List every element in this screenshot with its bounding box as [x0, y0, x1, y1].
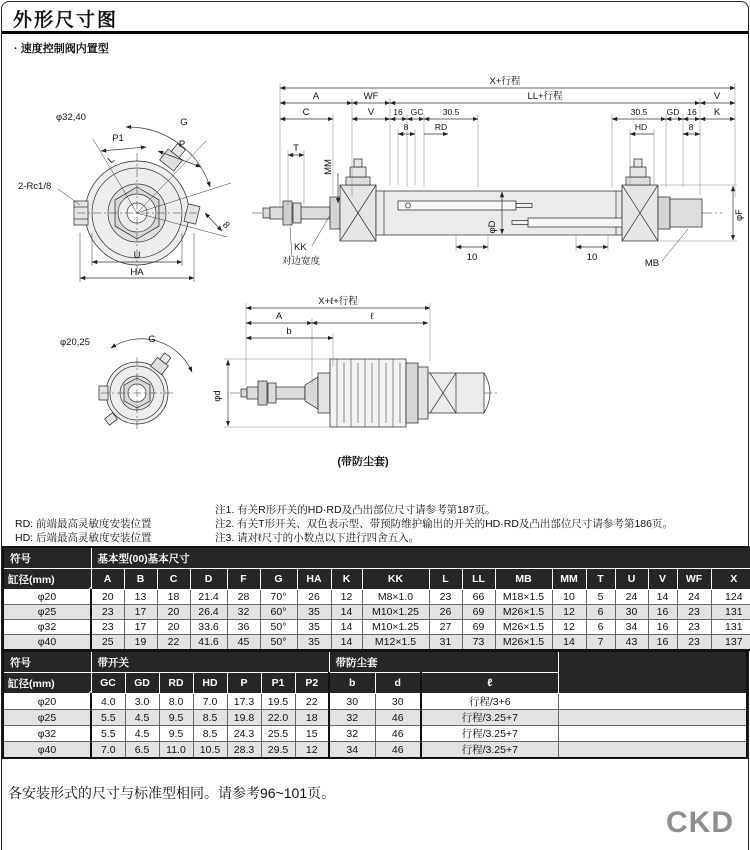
- dim-cell: 46: [375, 726, 421, 742]
- column-header: WF: [677, 569, 711, 590]
- front1-u-label: U: [133, 250, 141, 261]
- dim-cell: 3.0: [125, 694, 159, 710]
- column-header: ℓ: [421, 673, 558, 694]
- column-header: D: [190, 569, 227, 590]
- dim-cell: 22: [157, 635, 190, 651]
- dim-cell: 12: [552, 620, 586, 635]
- switch-dustcover-table: [2, 650, 748, 759]
- note-rd: RD: 前端最高灵敏度安装位置: [15, 518, 152, 530]
- dim-cell: 50°: [260, 635, 297, 651]
- front1-p-label: P: [178, 139, 186, 150]
- dim-cell: 18: [295, 710, 329, 726]
- front2-bore-label: φ20,25: [60, 337, 90, 348]
- dim-cell: 26: [429, 605, 462, 620]
- dim-cell: 8.5: [193, 726, 227, 742]
- dim-cell: 19.5: [261, 694, 295, 710]
- subtitle: · 速度控制阀内置型: [14, 43, 109, 55]
- column-header: HD: [193, 673, 227, 694]
- column-header: C: [157, 569, 190, 590]
- diagonal-divider: [83, 569, 91, 590]
- table-row: [3, 620, 750, 635]
- column-header: GD: [125, 673, 159, 694]
- table-row: [3, 742, 747, 759]
- column-header: GC: [91, 673, 125, 694]
- bore-cell: φ25: [3, 710, 91, 726]
- dim-kk: KK: [294, 242, 307, 253]
- column-header: HA: [297, 569, 331, 590]
- dim-cell: 行程/3.25+7: [421, 726, 558, 742]
- dim-cell: 15: [295, 726, 329, 742]
- front1-ha-label: HA: [130, 267, 144, 278]
- dim-cell: 20: [157, 605, 190, 620]
- dim-cell: M10×1.25: [362, 620, 429, 635]
- dim-cell: 24: [615, 590, 648, 605]
- dim-c: C: [302, 107, 310, 118]
- dim-cell: 16: [648, 605, 677, 620]
- dim-cell: 6.5: [125, 742, 159, 759]
- dim-mb: MB: [644, 258, 660, 269]
- dim-cell: 9.5: [159, 726, 193, 742]
- dim-cell: 12: [295, 742, 329, 759]
- dim-cell: 30: [329, 694, 375, 710]
- dim-cell: 14: [331, 620, 362, 635]
- dim-cell: 60°: [260, 605, 297, 620]
- column-header: P: [227, 673, 261, 694]
- column-header: X: [711, 569, 750, 590]
- dim-v2: V: [367, 107, 375, 118]
- dim-cell: 45: [227, 635, 260, 651]
- dim-cell: 32: [227, 605, 260, 620]
- column-header: L: [429, 569, 462, 590]
- dim-305b: 30.5: [630, 107, 648, 117]
- dim-cell: 22: [295, 694, 329, 710]
- dust-phi-d: φd: [212, 390, 223, 402]
- dim-cell: 19.8: [227, 710, 261, 726]
- column-header: KK: [362, 569, 429, 590]
- dim-cell: 46: [375, 742, 421, 759]
- dim-gc: GC: [410, 107, 424, 117]
- dim-cell: 17: [124, 605, 157, 620]
- dim-cell: 14: [648, 590, 677, 605]
- column-header: LL: [462, 569, 495, 590]
- page-title: 外形尺寸图: [13, 10, 119, 31]
- dim-mm: MM: [323, 159, 334, 175]
- dim-cell: M8×1.0: [362, 590, 429, 605]
- dim-phi-f: φF: [734, 209, 745, 221]
- dim-cell: 27: [429, 620, 462, 635]
- dim-cell: 43: [615, 635, 648, 651]
- dim-cell: 7.0: [91, 742, 125, 759]
- dust-cover-view: [224, 303, 500, 427]
- filler-cell: [558, 694, 747, 710]
- dim-cell: 10.5: [193, 742, 227, 759]
- dim-cell: 4.0: [91, 694, 125, 710]
- footer-text: 各安装形式的尺寸与标准型相同。请参考96~101页。: [8, 785, 336, 801]
- column-header: MB: [495, 569, 552, 590]
- dim-cell: 70°: [260, 590, 297, 605]
- dim-8a: 8: [403, 122, 409, 132]
- dim-a: A: [312, 91, 320, 102]
- dim-cell: 30: [375, 694, 421, 710]
- dim-cell: 行程/3+6: [421, 694, 558, 710]
- dim-cell: 19: [124, 635, 157, 651]
- bore-header: 缸径(mm): [3, 673, 91, 694]
- column-header: b: [329, 673, 375, 694]
- bore-cell: φ20: [3, 590, 91, 605]
- dim-cell: 11.0: [159, 742, 193, 759]
- front2-g-label: G: [148, 334, 156, 345]
- title-rule: [2, 31, 748, 34]
- dim-cell: 23: [91, 605, 124, 620]
- group-header: 带开关: [91, 651, 329, 673]
- dim-cell: 24.3: [227, 726, 261, 742]
- dim-cell: 30: [615, 605, 648, 620]
- dim-cell: 13: [124, 590, 157, 605]
- dim-cell: 17.3: [227, 694, 261, 710]
- dim-cell: 32: [329, 710, 375, 726]
- dim-cell: 34: [329, 742, 375, 759]
- column-header: P1: [261, 673, 295, 694]
- table-row: [3, 710, 747, 726]
- front1-bore-label: φ32,40: [56, 112, 86, 123]
- basic-dimensions-table: [2, 546, 750, 651]
- dust-x-l-stroke: X+ℓ+行程: [318, 296, 358, 307]
- dim-cell: 69: [462, 605, 495, 620]
- note-3: 注3. 请对ℓ尺寸的小数点以下进行四舍五入。: [215, 532, 420, 544]
- dim-cell: 18: [157, 590, 190, 605]
- ckd-logo: CKD: [666, 806, 734, 839]
- column-header: K: [331, 569, 362, 590]
- dim-cell: 28: [227, 590, 260, 605]
- dim-wf: WF: [363, 91, 379, 102]
- dim-cell: 17: [124, 620, 157, 635]
- dim-cell: 23: [677, 620, 711, 635]
- column-header: F: [227, 569, 260, 590]
- dim-cell: 25: [91, 635, 124, 651]
- dust-a: A: [275, 311, 283, 322]
- column-header: RD: [159, 673, 193, 694]
- front-view-large: [58, 127, 231, 282]
- group-header: 基本型(00)基本尺寸: [91, 547, 750, 569]
- dim-cell: 21.4: [190, 590, 227, 605]
- column-header: U: [615, 569, 648, 590]
- dim-cell: 131: [711, 620, 750, 635]
- dim-cell: 行程/3.25+7: [421, 742, 558, 759]
- dim-cell: 73: [462, 635, 495, 651]
- column-header: A: [91, 569, 124, 590]
- dim-cell: 25.5: [261, 726, 295, 742]
- dim-cell: 6: [586, 605, 615, 620]
- dim-cell: 35: [297, 635, 331, 651]
- dim-cell: M12×1.5: [362, 635, 429, 651]
- bore-cell: φ40: [3, 635, 91, 651]
- dim-x-stroke: X+行程: [489, 76, 521, 87]
- dim-cell: 26.4: [190, 605, 227, 620]
- dim-cell: 4.5: [125, 710, 159, 726]
- dim-gd: GD: [666, 107, 680, 117]
- dim-ll-stroke: LL+行程: [527, 91, 563, 102]
- dim-cell: 5.5: [91, 726, 125, 742]
- front1-p1-label: P1: [112, 133, 124, 144]
- dim-cell: 20: [91, 590, 124, 605]
- dim-cell: 23: [429, 590, 462, 605]
- dim-cell: 24: [677, 590, 711, 605]
- column-header: G: [260, 569, 297, 590]
- dim-cell: M26×1.5: [495, 620, 552, 635]
- dim-v: V: [713, 91, 721, 102]
- dim-cell: 8.0: [159, 694, 193, 710]
- column-header: d: [375, 673, 421, 694]
- dim-phi-d: φD: [487, 220, 498, 234]
- dim-cell: 7.0: [193, 694, 227, 710]
- dim-rd: RD: [434, 122, 448, 132]
- column-header: V: [648, 569, 677, 590]
- dim-8b: 8: [688, 122, 694, 132]
- table-row: [3, 694, 747, 710]
- dust-b: b: [286, 326, 292, 337]
- dim-cell: 8.5: [193, 710, 227, 726]
- table-row: [3, 635, 750, 651]
- filler-block: [558, 651, 747, 694]
- dim-cell: 66: [462, 590, 495, 605]
- dim-t: T: [293, 143, 299, 154]
- dim-cell: 26: [297, 590, 331, 605]
- dim-cell: 16: [648, 635, 677, 651]
- dim-cell: 33.6: [190, 620, 227, 635]
- bore-cell: φ32: [3, 726, 91, 742]
- bore-cell: φ25: [3, 605, 91, 620]
- table-row: [3, 726, 747, 742]
- dim-cell: 28.3: [227, 742, 261, 759]
- bore-cell: φ32: [3, 620, 91, 635]
- dim-cell: 16: [648, 620, 677, 635]
- dim-cell: 12: [331, 590, 362, 605]
- dim-305a: 30.5: [442, 107, 460, 117]
- diagonal-divider: [83, 673, 91, 694]
- dim-cell: 34: [615, 620, 648, 635]
- dim-cell: 137: [711, 635, 750, 651]
- dim-cell: 23: [677, 635, 711, 651]
- front1-8-label: 8: [219, 219, 232, 231]
- dim-cell: 23: [677, 605, 711, 620]
- bore-cell: φ40: [3, 742, 91, 759]
- dim-cell: 69: [462, 620, 495, 635]
- dim-cell: 20: [157, 620, 190, 635]
- dim-cell: M10×1.25: [362, 605, 429, 620]
- dim-cell: 131: [711, 605, 750, 620]
- dim-cell: 23: [91, 620, 124, 635]
- dim-cell: 9.5: [159, 710, 193, 726]
- dust-caption: (带防尘套): [337, 456, 389, 468]
- note-hd: HD: 后端最高灵敏度安装位置: [15, 532, 152, 544]
- dim-cell: 5: [586, 590, 615, 605]
- dust-l: ℓ: [370, 311, 374, 322]
- dim-cell: 4.5: [125, 726, 159, 742]
- dim-cell: 14: [331, 635, 362, 651]
- dim-cell: M26×1.5: [495, 635, 552, 651]
- table-row: [3, 590, 750, 605]
- filler-cell: [558, 742, 747, 759]
- dim-cell: 12: [552, 605, 586, 620]
- front1-g-label: G: [180, 117, 188, 128]
- dim-cell: 5.5: [91, 710, 125, 726]
- dim-cell: 50°: [260, 620, 297, 635]
- column-header: B: [124, 569, 157, 590]
- column-header: P2: [295, 673, 329, 694]
- dim-cell: 31: [429, 635, 462, 651]
- dim-cell: 14: [552, 635, 586, 651]
- dim-hd: HD: [634, 122, 648, 132]
- dim-cell: 124: [711, 590, 750, 605]
- dim-cell: 6: [586, 620, 615, 635]
- dim-cell: 22.0: [261, 710, 295, 726]
- bore-header: 缸径(mm): [3, 569, 91, 590]
- dim-10a: 10: [466, 252, 478, 263]
- dim-cell: 36: [227, 620, 260, 635]
- column-header: MM: [552, 569, 586, 590]
- dim-cell: 7: [586, 635, 615, 651]
- dim-cell: 29.5: [261, 742, 295, 759]
- column-header: T: [586, 569, 615, 590]
- dim-cell: M26×1.5: [495, 605, 552, 620]
- group-header: 带防尘套: [329, 651, 558, 673]
- dim-cell: 35: [297, 605, 331, 620]
- front1-port-label: 2-Rc1/8: [18, 181, 52, 192]
- dim-cell: 行程/3.25+7: [421, 710, 558, 726]
- bore-cell: φ20: [3, 694, 91, 710]
- dimension-drawing: [0, 55, 750, 480]
- symbol-header: 符号: [3, 651, 91, 673]
- dim-k: K: [713, 107, 721, 118]
- dim-16b: 16: [687, 107, 697, 117]
- flats-label: 对边宽度: [282, 256, 321, 267]
- filler-cell: [558, 710, 747, 726]
- dim-cell: 41.6: [190, 635, 227, 651]
- front1-l-label: L: [105, 154, 117, 167]
- note-1: 注1. 有关R形开关的HD·RD及凸出部位尺寸请参考第187页。: [215, 504, 496, 516]
- dim-16a: 16: [393, 107, 403, 117]
- dim-cell: M18×1.5: [495, 590, 552, 605]
- symbol-header: 符号: [3, 547, 91, 569]
- front-view-small: [99, 339, 192, 429]
- dim-cell: 32: [329, 726, 375, 742]
- dim-cell: 14: [331, 605, 362, 620]
- table-row: [3, 605, 750, 620]
- dim-cell: 10: [552, 590, 586, 605]
- note-2: 注2. 有关T形开关、双色表示型、带预防维护输出的开关的HD·RD及凸出部位尺寸请参考第186页。: [215, 518, 673, 530]
- dim-cell: 35: [297, 620, 331, 635]
- filler-cell: [558, 726, 747, 742]
- dim-10b: 10: [586, 252, 598, 263]
- dim-cell: 46: [375, 710, 421, 726]
